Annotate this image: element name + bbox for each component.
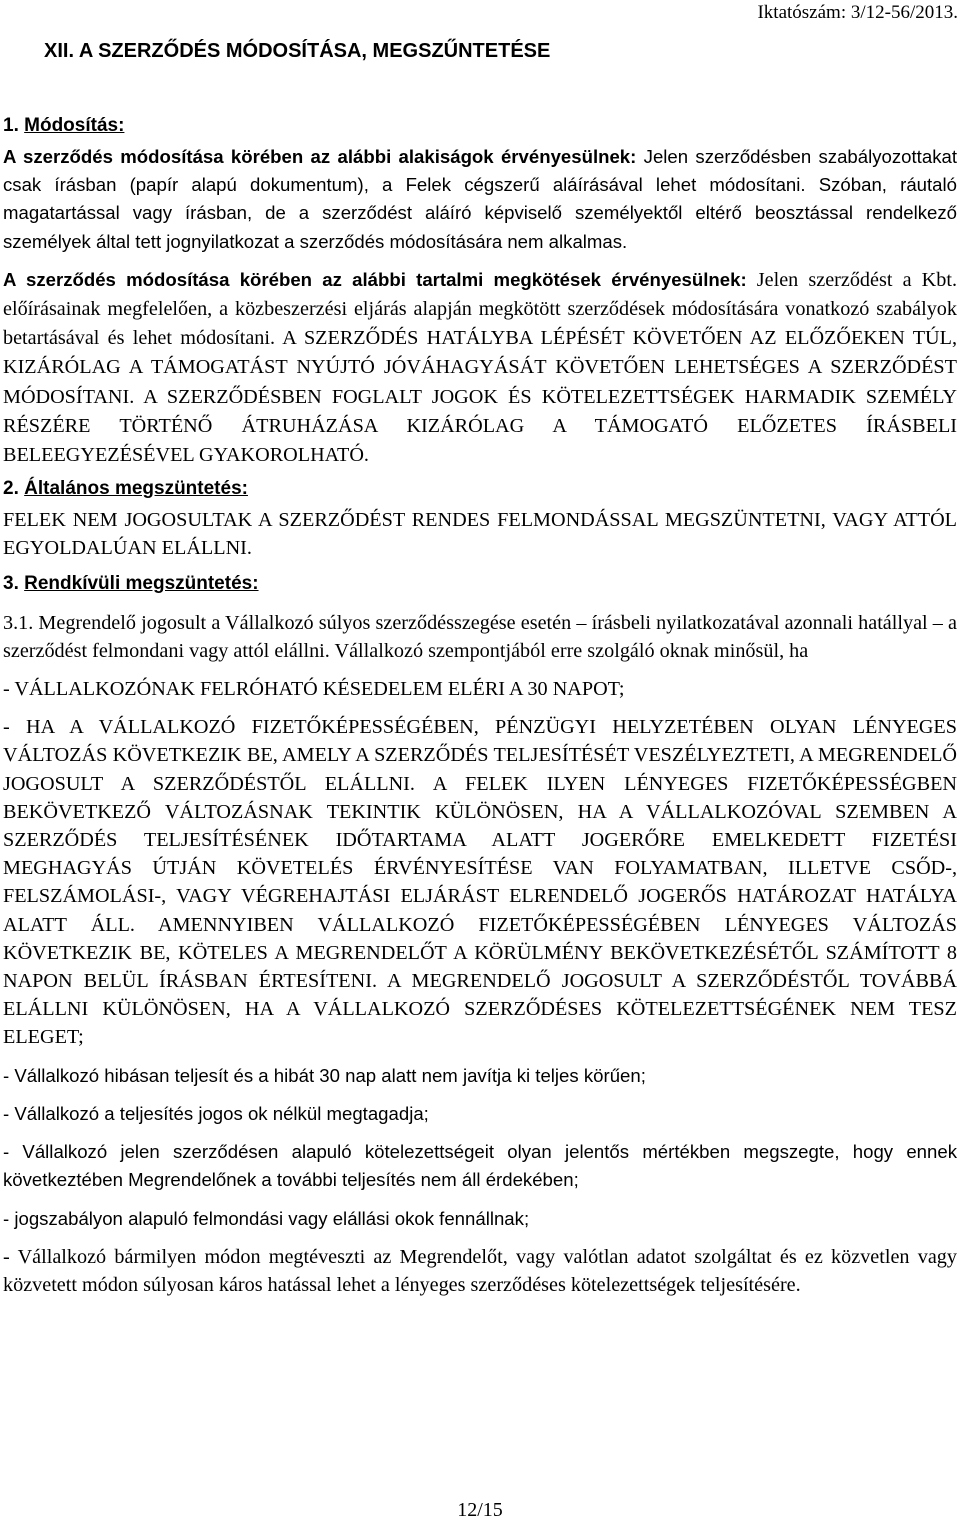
heading-label: Rendkívüli megszüntetés:: [24, 572, 259, 594]
list-item: - Vállalkozó jelen szerződésen alapuló kötelezettségeit olyan jelentős mértékben megszegte, hogy ennek következtében Megrendelőnek a további teljesítés nem áll érdekében;: [3, 1141, 957, 1191]
paragraph-formal-requirements: [3, 143, 957, 256]
heading-number: 3.: [3, 572, 19, 594]
paragraph-lead: A szerződés módosítása körében az alábbi alakiságok érvényesülnek:: [3, 146, 637, 167]
list-item: - jogszabályon alapuló felmondási vagy elállási okok fennállnak;: [3, 1207, 530, 1229]
heading-general-termination: [3, 478, 957, 500]
paragraph-lead: A szerződés módosítása körében az alábbi tartalmi megkötések érvényesülnek:: [3, 268, 747, 290]
heading-number: 2.: [3, 478, 19, 500]
paragraph-3-1: 3.1. Megrendelő jogosult a Vállalkozó súlyos szerződésszegése esetén – írásbeli nyilatkozatával azonnali hatállyal – a szerződést felmondani vagy attól elállni. Vállalkozó szempontjából erre szolgáló oknak minősül, ha: [3, 611, 957, 662]
section-title: XII. A SZERZŐDÉS MÓDOSÍTÁSA, MEGSZŰNTETÉSE: [44, 40, 551, 62]
list-item: - Vállalkozó a teljesítés jogos ok nélkül megtagadja;: [3, 1102, 429, 1124]
list-item: - Vállalkozó bármilyen módon megtéveszti az Megrendelőt, vagy valótlan adatot szolgáltat és ez közvetlen vagy közvetett módon súlyosan káros hatással lehet a lényeges szerződéses kötelezettségek teljesítésére.: [3, 1245, 957, 1296]
heading-label: Módosítás:: [24, 115, 125, 136]
paragraph-caps-text: A SZERZŐDÉS HATÁLYBA LÉPÉSÉT KÖVETŐEN AZ ELŐZŐEKEN TÚL, KIZÁRÓLAG A TÁMOGATÁST NYÚJTÓ JÓVÁHAGYÁSÁT KÖVETŐEN LEHETSÉGES A SZERZŐDÉST MÓDOSÍTANI. A SZERZŐDÉSBEN FOGLALT JOGOK ÉS KÖTELEZETTSÉGEK HARMADIK SZEMÉLY RÉSZÉRE TÖRTÉNŐ ÁTRUHÁZÁSA KIZÁRÓLAG A TÁMOGATÓ ELŐZETES ÍRÁSBELI BELEEGYEZÉSÉVEL GYAKOROLHATÓ.: [3, 327, 957, 467]
list-item: - HA A VÁLLALKOZÓ FIZETŐKÉPESSÉGÉBEN, PÉNZÜGYI HELYZETÉBEN OLYAN LÉNYEGES VÁLTOZÁS KÖVETKEZIK BE, AMELY A SZERZŐDÉS TELJESÍTÉSÉT VESZÉLYEZTETI, A MEGRENDELŐ JOGOSULT A SZERZŐDÉSTŐL ELÁLLNI. A FELEK ILYEN LÉNYEGES FIZETŐKÉPESSÉGBEN BEKÖVETKEZŐ VÁLTOZÁSNAK TEKINTIK KÜLÖNÖSEN, HA A VÁLLALKOZÓVAL SZEMBEN A SZERZŐDÉS TELJESÍTÉSÉNEK IDŐTARTAMA ALATT JOGERŐRE EMELKEDETT FIZETÉSI MEGHAGYÁS ÚTJÁN KÖVETELÉS ÉRVÉNYESÍTÉSE VAN FOLYAMATBAN, ILLETVE CSŐD-, FELSZÁMOLÁSI-, VAGY VÉGREHAJTÁSI ELJÁRÁST ELRENDELŐ JOGERŐS HATÁROZAT HATÁLYA ALATT ÁLL. AMENNYIBEN VÁLLALKOZÓ FIZETŐKÉPESSÉGÉBEN LÉNYEGES VÁLTOZÁS KÖVETKEZIK BE, KÖTELES A MEGRENDELŐT A KÖRÜLMÉNY BEKÖVETKEZÉSÉTŐL SZÁMÍTOTT 8 NAPON BELÜL ÍRÁSBAN ÉRTESÍTENI. A MEGRENDELŐ JOGOSULT A SZERZŐDÉSTŐL TOVÁBBÁ ELÁLLNI KÜLÖNÖSEN, HA A VÁLLALKOZÓ SZERZŐDÉSES KÖTELEZETTSÉGÉNEK NEM TESZ ELEGET;: [3, 716, 957, 1049]
list-item: - Vállalkozó hibásan teljesít és a hibát 30 nap alatt nem javítja ki teljes körűen;: [3, 1064, 646, 1086]
list-item: - VÁLLALKOZÓNAK FELRÓHATÓ KÉSEDELEM ELÉRI A 30 NAPOT;: [3, 678, 625, 701]
heading-number: 1.: [3, 115, 19, 136]
paragraph-general-termination: FELEK NEM JOGOSULTAK A SZERZŐDÉST RENDES FELMONDÁSSAL MEGSZÜNTETNI, VAGY ATTÓL EGYOLDALÚAN ELÁLLNI.: [3, 509, 957, 560]
heading-modification: [3, 115, 957, 137]
page-number: 12/15: [457, 1499, 503, 1521]
paragraph-text: Jelen szerződést a Kbt. előírásainak megfelelően, a közbeszerzési eljárás alapján megkötött szerződések módosítására vonatkozó szabályok betartásával és lehet módosítani.: [3, 268, 957, 350]
heading-extraordinary-termination: [3, 573, 957, 595]
paragraph-content-restrictions: [3, 266, 957, 470]
heading-label: Általános megszüntetés:: [24, 478, 248, 500]
reference-number: Iktatószám: 3/12-56/2013.: [757, 2, 958, 23]
document-body: [3, 115, 957, 1309]
paragraph-text: Jelen szerződésben szabályozottakat csak írásban (papír alapú dokumentum), a Felek cégszerű aláírásával lehet módosítani. Szóban, ráutaló magatartással vagy írásban, de a szerződést aláíró képviselő személyektől eltérő beosztással rendelkező személyek által tett jognyilatkozat a szerződés módosítására nem alkalmas.: [3, 146, 957, 252]
